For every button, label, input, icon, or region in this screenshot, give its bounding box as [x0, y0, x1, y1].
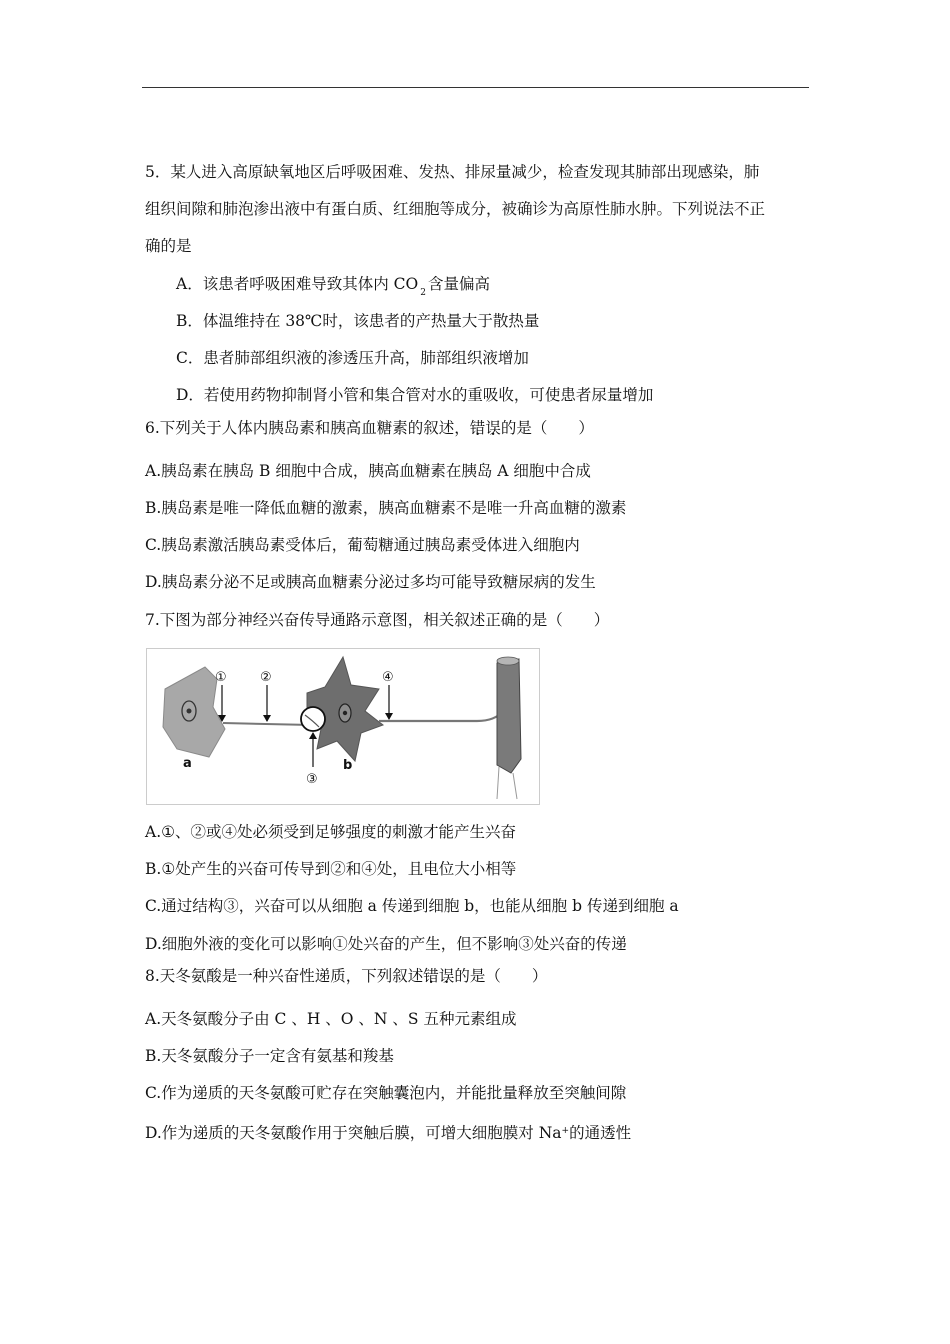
q6-stem-text-end: 的是（ ） [500, 419, 594, 437]
neuron-a-nucleolus [187, 709, 192, 714]
q8-option-d-superscript: + [561, 1126, 570, 1136]
q5-option-d: D．若使用药物抑制肾小管和集合管对水的重吸收，可使患者尿量增加 [176, 386, 654, 404]
figure-label-2: ② [260, 670, 272, 685]
q6-option-c: C.胰岛素激活胰岛素受体后，葡萄糖通过胰岛素受体进入细胞内 [145, 536, 580, 554]
neuron-pathway-figure [146, 648, 540, 805]
cell-label-b: b [343, 758, 353, 773]
neuron-pathway-diagram [147, 649, 539, 804]
figure-label-1: ① [215, 670, 227, 685]
q8-option-b: B.天冬氨酸分子一定含有氨基和羧基 [145, 1047, 394, 1065]
q5-stem-line-3: 确的是 [145, 237, 192, 255]
q5-stem-line-2: 组织间隙和肺泡渗出液中有蛋白质、红细胞等成分，被确诊为高原性肺水肿。下列说法不正 [145, 200, 766, 218]
q7-option-d: D.细胞外液的变化可以影响①处兴奋的产生，但不影响③处兴奋的传递 [145, 935, 627, 953]
q6-emphasis-char-2: 误 [485, 419, 501, 437]
synapse-circle [301, 707, 325, 731]
q6-stem-text: 6.下列关于人体内胰岛素和胰高血糖素的叙述， [145, 419, 470, 437]
q7-option-c: C.通过结构③，兴奋可以从细胞 a 传递到细胞 b，也能从细胞 b 传递到细胞 a [145, 897, 679, 915]
q5-option-a-subscript: 2 [420, 288, 426, 298]
q6-stem [145, 418, 594, 438]
q6-option-d: D.胰岛素分泌不足或胰高血糖素分泌过多均可能导致糖尿病的发生 [145, 573, 596, 591]
q8-option-d-text-end: 的通透性 [569, 1124, 632, 1142]
figure-label-4: ④ [382, 670, 394, 685]
q6-option-b: B.胰岛素是唯一降低血糖的激素，胰高血糖素不是唯一升高血糖的激素 [145, 499, 627, 517]
q8-option-d [145, 1121, 631, 1143]
q6-option-a: A.胰岛素在胰岛 B 细胞中合成，胰高血糖素在胰岛 A 细胞中合成 [145, 462, 591, 480]
q7-option-a: A.①、②或④处必须受到足够强度的刺激才能产生兴奋 [145, 823, 517, 841]
q5-option-c: C．患者肺部组织液的渗透压升高，肺部组织液增加 [176, 349, 529, 367]
q5-stem-line-1: 5．某人进入高原缺氧地区后呼吸困难、发热、排尿量减少，检查发现其肺部出现感染，肺 [145, 163, 760, 181]
q8-option-d-text: D.作为递质的天冬氨酸作用于突触后膜，可增大细胞膜对 Na [145, 1124, 562, 1142]
muscle-fiber [497, 659, 521, 773]
cell-label-a: a [183, 756, 192, 771]
q5-option-a-text-end: 含量偏高 [427, 275, 490, 293]
q5-option-b: B．体温维持在 38℃时，该患者的产热量大于散热量 [176, 312, 540, 330]
q8-stem-text: 8.天冬氨酸是一种兴奋性递质，下列叙述 [145, 967, 424, 985]
axon-a [223, 723, 312, 725]
q8-emphasis-char-1: 错 [423, 967, 439, 985]
q5-option-a-text: A．该患者呼吸困难导致其体内 CO [176, 275, 419, 293]
q8-option-c: C.作为递质的天冬氨酸可贮存在突触囊泡内，并能批量释放至突触间隙 [145, 1084, 627, 1102]
q8-stem-text-end: 的是（ ） [454, 967, 548, 985]
q8-option-a: A.天冬氨酸分子由 C 、H 、O 、N 、S 五种元素组成 [145, 1010, 517, 1028]
q6-emphasis-char-1: 错 [469, 419, 486, 437]
q8-stem [145, 966, 547, 986]
axon-b [379, 707, 507, 721]
q5-option-a [176, 274, 490, 303]
figure-label-3: ③ [306, 772, 318, 787]
header-rule [142, 87, 809, 88]
q7-stem: 7.下图为部分神经兴奋传导通路示意图，相关叙述正确的是（ ） [145, 611, 610, 629]
q7-option-b: B.①处产生的兴奋可传导到②和④处，且电位大小相等 [145, 860, 517, 878]
q8-emphasis-char-2: 误 [438, 967, 455, 985]
